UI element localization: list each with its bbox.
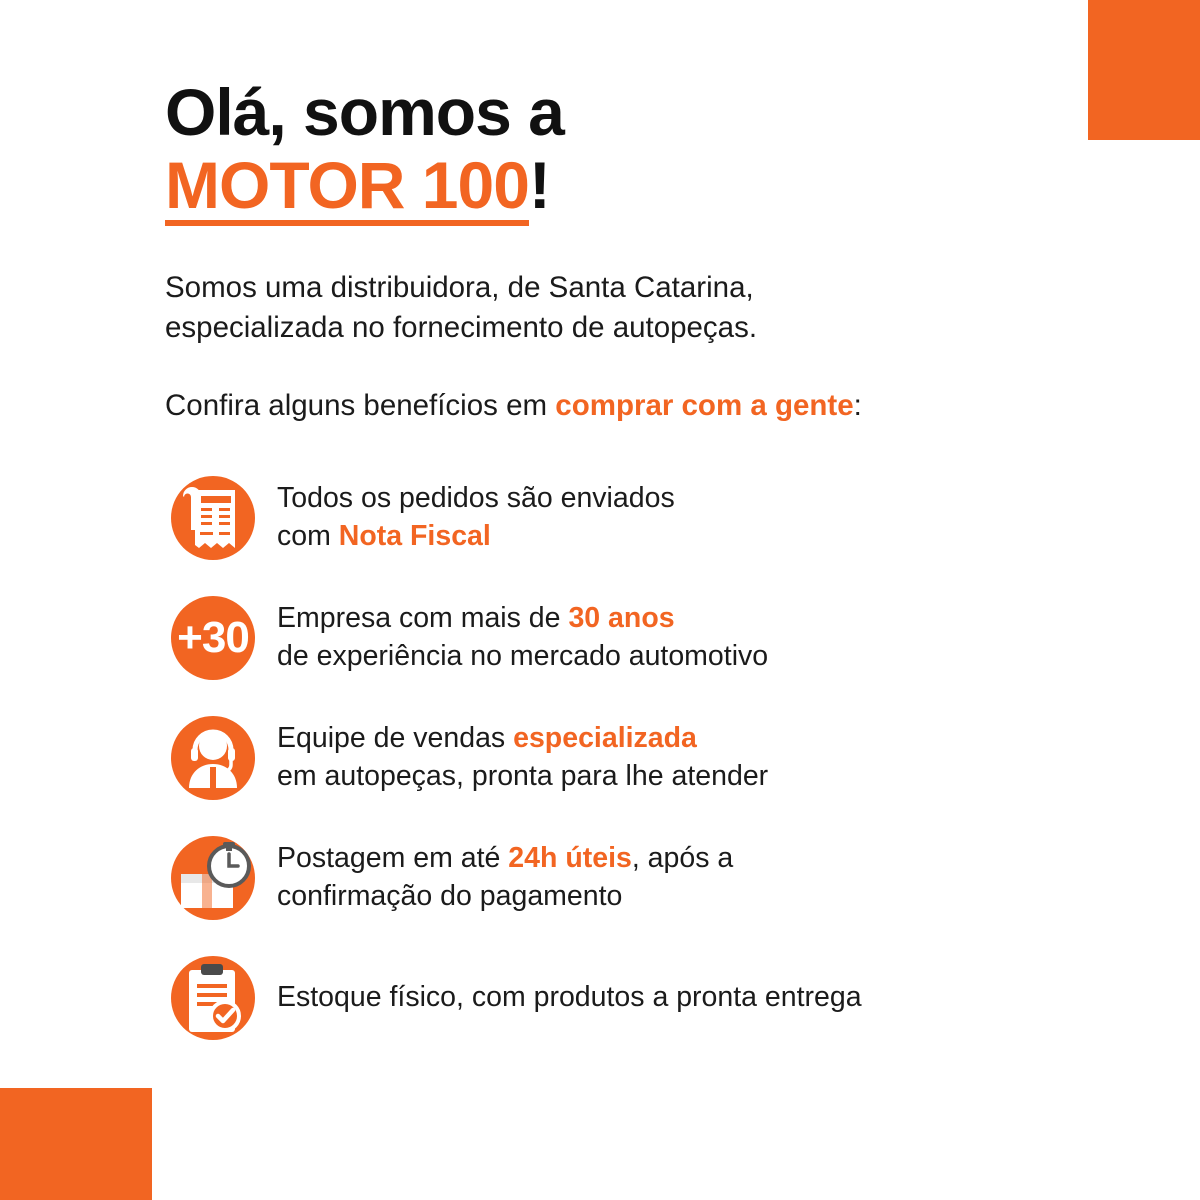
benefit-line-2: em autopeças, pronta para lhe atender — [277, 760, 769, 792]
headline-brand-line — [165, 147, 1065, 226]
clipboard-check-icon — [165, 950, 261, 1046]
benefit-text — [277, 979, 862, 1017]
benefits-lead — [165, 387, 1065, 425]
benefit-line-1-prefix: Equipe de vendas — [277, 722, 514, 755]
benefit-line-1-highlight: especializada — [513, 722, 697, 755]
benefit-line-1-prefix: Postagem em até — [277, 842, 509, 875]
benefit-line-1-suffix: , após a — [631, 842, 734, 875]
plus-thirty-label: +30 — [177, 613, 249, 662]
intro-line-1: Somos uma distribuidora, de Santa Catarina, — [165, 270, 754, 304]
benefit-text — [277, 720, 768, 796]
intro-paragraph — [165, 268, 1005, 349]
page-title — [165, 75, 1065, 226]
benefit-line-2-prefix: com — [277, 520, 339, 552]
receipt-icon-art — [165, 470, 261, 566]
benefits-lead-prefix: Confira alguns benefícios em — [165, 389, 556, 423]
benefit-item — [165, 950, 1115, 1046]
intro-line-2: especializada no fornecimento de autopeças. — [165, 311, 758, 345]
support-agent-icon-art — [165, 710, 261, 806]
benefit-line-1-highlight: 24h úteis — [508, 842, 632, 875]
benefit-item — [165, 590, 1115, 686]
benefit-line-1-highlight: 30 anos — [568, 602, 675, 635]
decorative-corner-top-right — [1088, 0, 1200, 140]
headline-line-1: Olá, somos a — [165, 75, 564, 149]
clipboard-check-icon-art — [165, 950, 261, 1046]
benefits-lead-highlight: comprar com a gente — [555, 389, 854, 423]
benefit-line-1-prefix: Empresa com mais de — [277, 602, 569, 635]
package-stopwatch-icon-art — [165, 830, 261, 926]
decorative-corner-bottom-left — [0, 1088, 152, 1200]
receipt-icon — [165, 470, 261, 566]
benefit-item — [165, 710, 1115, 806]
brand-name: MOTOR 100 — [165, 152, 529, 226]
benefit-line-1: Todos os pedidos são enviados — [277, 482, 675, 515]
package-stopwatch-icon — [165, 830, 261, 926]
benefit-text — [277, 840, 733, 916]
benefit-text — [277, 600, 768, 676]
benefit-line-2: de experiência no mercado automotivo — [277, 640, 769, 672]
benefit-line-1: Estoque físico, com produtos a pronta entrega — [277, 981, 862, 1014]
benefit-item — [165, 830, 1115, 926]
benefits-lead-suffix: : — [853, 389, 862, 423]
benefit-line-2: confirmação do pagamento — [277, 880, 623, 912]
header-content — [165, 75, 1065, 425]
support-agent-icon — [165, 710, 261, 806]
plus-thirty-badge-icon — [165, 590, 261, 686]
benefit-text — [277, 480, 675, 556]
benefit-line-2-highlight: Nota Fiscal — [338, 520, 491, 552]
headline-exclamation: ! — [528, 147, 550, 222]
benefit-item — [165, 470, 1115, 566]
benefits-list — [165, 470, 1115, 1070]
